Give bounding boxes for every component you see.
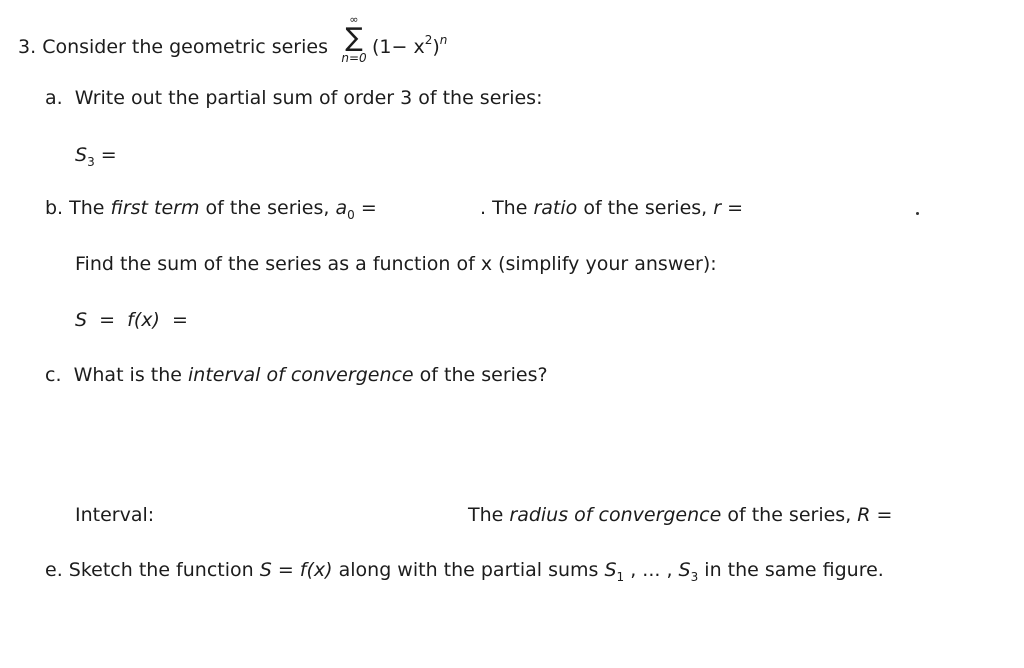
period-dot — [916, 212, 919, 215]
part-c-question: c. What is the interval of convergence of the series? — [45, 364, 548, 386]
part-b-ratio: . The ratio of the series, r = — [480, 197, 744, 219]
part-e-label: e. — [45, 559, 63, 581]
part-b-sum-answer: S = f(x) = — [75, 309, 188, 331]
part-a-answer: $S_3$ = — [75, 144, 117, 169]
upper-limit: ∞ — [349, 13, 359, 26]
lower-limit: n=0 — [341, 51, 367, 65]
problem-intro: Consider the geometric series — [42, 36, 328, 58]
problem-number: 3. — [18, 36, 37, 58]
interval-label: Interval: — [75, 504, 155, 526]
problem-header — [18, 35, 328, 59]
term-exponent: 2 — [424, 33, 433, 47]
part-a-label: a. — [45, 87, 63, 109]
series-power: n — [439, 33, 448, 47]
part-e-question: e. Sketch the function S = f(x) along with the partial sums $S_1$ , ... , $S_3$ in the same figure. — [45, 559, 884, 584]
part-b-find: Find the sum of the series as a function of x (simplify your answer): — [75, 253, 717, 275]
part-a-text: Write out the partial sum of order 3 of the series: — [74, 87, 543, 109]
part-b-label: b. — [45, 197, 64, 219]
sigma-icon: ∑ — [345, 23, 363, 53]
series-term: $(1- x^2)^n$ — [372, 33, 448, 58]
summation-symbol — [340, 14, 368, 65]
part-b-question: b. The first term of the series, $a_0$ = — [45, 197, 377, 222]
part-a-question — [45, 86, 542, 110]
radius-question: The radius of convergence of the series, R = — [468, 504, 893, 526]
part-c-label: c. — [45, 364, 62, 386]
